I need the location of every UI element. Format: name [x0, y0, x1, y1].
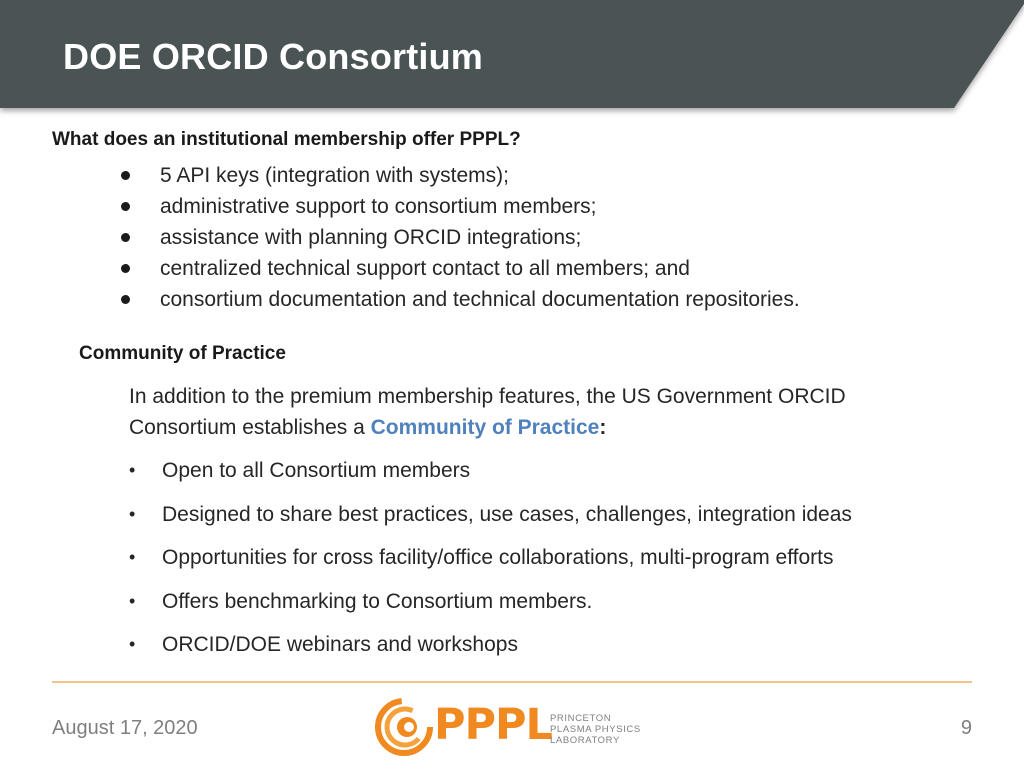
bullet-dot-icon: [121, 233, 130, 242]
community-heading: Community of Practice: [79, 343, 286, 364]
pppl-swirl-icon: [374, 694, 436, 758]
bullet-dot-icon: [121, 202, 130, 211]
bullet-dot-icon: [121, 171, 130, 180]
intro-text: In addition to the premium membership features, the US Government ORCID Consortium establishes a: [129, 385, 846, 439]
community-intro: [129, 381, 949, 443]
membership-heading: What does an institutional membership offer PPPL?: [52, 129, 521, 150]
bullet-icon: •: [129, 634, 136, 654]
lab-name-line: PRINCETON: [550, 713, 612, 724]
list-item: [129, 586, 852, 630]
lab-name-line: PLASMA PHYSICS: [550, 724, 641, 735]
bullet-icon: •: [129, 547, 136, 567]
list-item-text: consortium documentation and technical documentation repositories.: [160, 288, 800, 311]
list-item: [118, 284, 800, 315]
list-item-text: assistance with planning ORCID integrations;: [160, 226, 582, 249]
footer-divider: [52, 681, 972, 683]
list-item-text: ORCID/DOE webinars and workshops: [162, 633, 518, 656]
list-item: [129, 499, 852, 543]
bullet-dot-icon: [121, 264, 130, 273]
list-item-text: administrative support to consortium members;: [160, 195, 597, 218]
list-item: [129, 542, 852, 586]
intro-colon: :: [599, 416, 607, 439]
bullet-icon: •: [129, 590, 136, 611]
bullet-icon: •: [129, 460, 136, 480]
list-item: [118, 222, 800, 253]
page-number: 9: [960, 717, 972, 739]
list-item-text: 5 API keys (integration with systems);: [160, 164, 509, 187]
list-item: [118, 191, 800, 222]
membership-list: [118, 160, 800, 315]
community-list: [129, 455, 852, 673]
pppl-wordmark: PPPL: [434, 700, 552, 750]
footer-date: August 17, 2020: [52, 717, 198, 739]
list-item: [129, 455, 852, 499]
lab-name: [550, 713, 641, 746]
pppl-logo: [374, 694, 664, 758]
list-item-text: Offers benchmarking to Consortium members.: [162, 589, 593, 613]
list-item: [129, 629, 852, 673]
bullet-dot-icon: [121, 295, 130, 304]
list-item-text: Opportunities for cross facility/office collaborations, multi-program efforts: [162, 546, 834, 569]
community-of-practice-link[interactable]: Community of Practice: [370, 416, 600, 439]
list-item-text: centralized technical support contact to all members; and: [160, 257, 690, 280]
page-title: DOE ORCID Consortium: [63, 36, 484, 77]
list-item: [118, 160, 800, 191]
list-item-text: Open to all Consortium members: [162, 459, 471, 482]
lab-name-line: LABORATORY: [550, 735, 620, 746]
list-item-text: Designed to share best practices, use cases, challenges, integration ideas: [162, 502, 852, 526]
bullet-icon: •: [129, 503, 136, 524]
list-item: [118, 253, 800, 284]
